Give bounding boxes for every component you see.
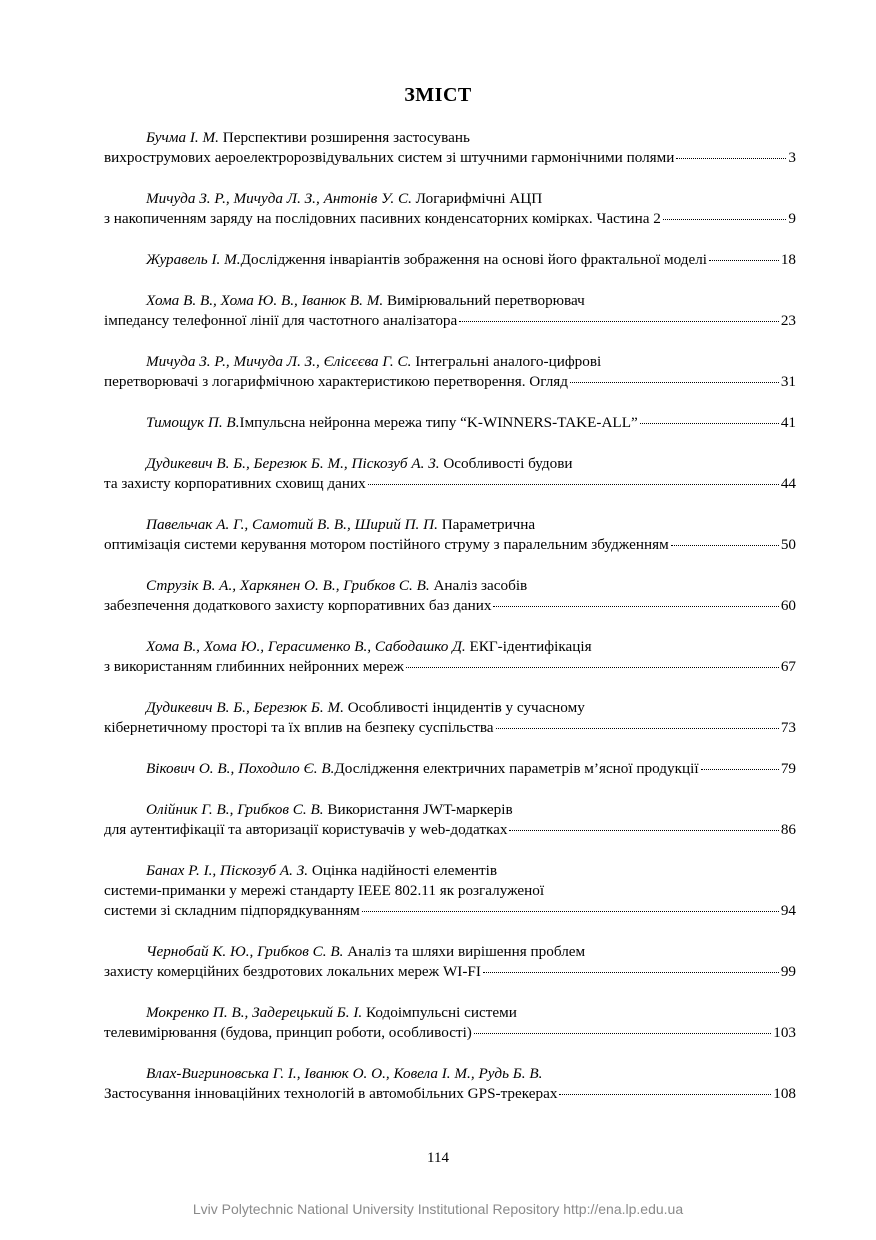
leader-dots [559, 1094, 771, 1095]
toc-authors: Хома В. В., Хома Ю. В., Іванюк В. М. [146, 292, 384, 309]
toc-line [104, 372, 796, 392]
toc-line [104, 759, 796, 779]
toc-page-number: 86 [780, 821, 796, 838]
toc-page-number: 73 [780, 719, 796, 736]
leader-dots [570, 382, 779, 383]
toc-line [104, 311, 796, 331]
toc-line [104, 718, 796, 738]
toc-authors: Мичуда З. Р., Мичуда Л. З., Антонів У. С. [146, 190, 412, 207]
toc-line [104, 657, 796, 677]
toc-authors: Мокренко П. В., Задерецький Б. І. [146, 1004, 363, 1021]
toc-line [104, 535, 796, 555]
toc-title: Інтегральні аналого-цифрові [415, 353, 602, 370]
toc-line [104, 1023, 796, 1043]
leader-dots [459, 321, 779, 322]
page-number: 114 [427, 1150, 449, 1166]
toc-authors: Олійник Г. В., Грибков С. В. [146, 801, 324, 818]
toc-page-number: 23 [780, 312, 796, 329]
toc-line [104, 820, 796, 840]
toc-page-number: 94 [780, 902, 796, 919]
toc-entry [104, 637, 796, 677]
toc-title: Використання JWT-маркерів [327, 801, 513, 818]
toc-title: захисту комерційних бездротових локальних мереж WI-FI [104, 963, 481, 980]
toc-entry [104, 800, 796, 840]
leader-dots [701, 769, 779, 770]
toc-page-number: 9 [788, 210, 796, 227]
toc-title: забезпечення додаткового захисту корпоративних баз даних [104, 597, 492, 614]
toc-title: та захисту корпоративних сховищ даних [104, 475, 366, 492]
toc-title: ЕКГ-ідентифікація [469, 638, 592, 655]
toc-title: Застосування інноваційних технологій в автомобільних GPS-трекерах [104, 1085, 558, 1102]
toc-line [104, 250, 796, 270]
toc-title: системи-приманки у мережі стандарту IEEE 802.11 як розгалуженої [104, 882, 545, 899]
toc-line [104, 474, 796, 494]
page-title: ЗМІСТ [404, 84, 472, 106]
toc-title: Імпульсна нейронна мережа типу “K-WINNERS-TAKE-ALL” [239, 414, 638, 431]
toc-line [104, 942, 796, 962]
toc-entry [104, 759, 796, 779]
toc-title: Аналіз засобів [433, 577, 528, 594]
toc-entry [104, 861, 796, 921]
leader-dots [640, 423, 779, 424]
toc-line [104, 189, 796, 209]
toc-title: вихрострумових аероелектророзвідувальних систем зі штучними гармонічними полями [104, 149, 675, 166]
toc-title: кібернетичному просторі та їх вплив на безпеку суспільства [104, 719, 494, 736]
toc-authors: Дудикевич В. Б., Березюк Б. М. [146, 699, 344, 716]
toc-authors: Журавель І. М. [146, 251, 241, 268]
toc-entry [104, 942, 796, 982]
leader-dots [362, 911, 779, 912]
toc-title: перетворювачі з логарифмічною характеристикою перетворення. Огляд [104, 373, 569, 390]
toc-entry [104, 413, 796, 433]
toc-page-number: 67 [780, 658, 796, 675]
toc-title: Аналіз та шляхи вирішення проблем [347, 943, 586, 960]
toc-line [104, 637, 796, 657]
toc-authors: Бучма І. М. [146, 129, 219, 146]
toc-page-number: 41 [780, 414, 796, 431]
toc-line [104, 901, 796, 921]
toc-title: Кодоімпульсні системи [366, 1004, 517, 1021]
toc-entry [104, 454, 796, 494]
toc-line [104, 209, 796, 229]
toc-line [104, 1003, 796, 1023]
toc-title: Перспективи розширення застосувань [222, 129, 470, 146]
toc-line [104, 413, 796, 433]
toc-line [104, 698, 796, 718]
toc-line [104, 861, 796, 881]
toc-title: телевимірювання (будова, принцип роботи, особливості) [104, 1024, 472, 1041]
leader-dots [368, 484, 779, 485]
toc-authors: Мичуда З. Р., Мичуда Л. З., Єлісєєва Г. С. [146, 353, 412, 370]
toc-line [104, 454, 796, 474]
toc-authors: Тимощук П. В. [146, 414, 240, 431]
toc-page-number: 99 [780, 963, 796, 980]
toc-entry [104, 698, 796, 738]
toc-title: Особливості інцидентів у сучасному [347, 699, 585, 716]
toc-page-number: 31 [780, 373, 796, 390]
toc-title: для аутентифікації та авторизації користувачів у web-додатках [104, 821, 508, 838]
toc-authors: Вікович О. В., Походило Є. В. [146, 760, 335, 777]
toc-entry [104, 1064, 796, 1104]
toc-title: Параметрична [441, 516, 536, 533]
leader-dots [483, 972, 779, 973]
toc-entry [104, 250, 796, 270]
toc-title: Дослідження інваріантів зображення на основі його фрактальної моделі [240, 251, 708, 268]
toc-line [104, 352, 796, 372]
toc-page-number: 60 [780, 597, 796, 614]
toc-line [104, 1064, 796, 1084]
toc-line [104, 291, 796, 311]
leader-dots [676, 158, 786, 159]
toc-line [104, 515, 796, 535]
toc-entry [104, 352, 796, 392]
toc-title: Особливості будови [443, 455, 573, 472]
leader-dots [709, 260, 779, 261]
toc-title: Вимірювальний перетворювач [387, 292, 585, 309]
toc-authors: Дудикевич В. Б., Березюк Б. М., Піскозуб А. З. [146, 455, 440, 472]
toc-page-number: 108 [773, 1085, 796, 1102]
toc-title: з використанням глибинних нейронних мереж [104, 658, 404, 675]
toc-line [104, 881, 796, 901]
repository-footer: Lviv Polytechnic National University Institutional Repository http://ena.lp.edu.ua [192, 1201, 684, 1217]
toc-page-number: 18 [780, 251, 796, 268]
toc-entry [104, 576, 796, 616]
toc-line [104, 576, 796, 596]
toc-page-number: 3 [788, 149, 796, 166]
toc-authors: Влах-Вигриновська Г. І., Іванюк О. О., Ковела І. М., Рудь Б. В. [146, 1065, 543, 1082]
toc-page-number: 103 [773, 1024, 796, 1041]
toc-title: Оцінка надійності елементів [311, 862, 497, 879]
leader-dots [509, 830, 778, 831]
toc-authors: Струзік В. А., Харкянен О. В., Грибков С. В. [146, 577, 430, 594]
leader-dots [474, 1033, 771, 1034]
toc-title: оптимізація системи керування мотором постійного струму з паралельним збудженням [104, 536, 669, 553]
toc-line [104, 1084, 796, 1104]
toc-page-number: 44 [780, 475, 796, 492]
toc-authors: Банах Р. І., Піскозуб А. З. [146, 862, 309, 879]
toc-entry [104, 515, 796, 555]
toc-title: Логарифмічні АЦП [415, 190, 543, 207]
toc-page-number: 50 [780, 536, 796, 553]
toc-entry [104, 1003, 796, 1043]
leader-dots [406, 667, 779, 668]
toc-authors: Чернобай К. Ю., Грибков С. В. [146, 943, 344, 960]
toc-line [104, 962, 796, 982]
leader-dots [496, 728, 779, 729]
toc-page-number: 79 [780, 760, 796, 777]
toc-entry [104, 291, 796, 331]
leader-dots [493, 606, 778, 607]
toc-line [104, 148, 796, 168]
toc-title: з накопиченням заряду на послідовних пасивних конденсаторних комірках. Частина 2 [104, 210, 661, 227]
toc-authors: Хома В., Хома Ю., Герасименко В., Сабодашко Д. [146, 638, 466, 655]
toc-line [104, 596, 796, 616]
toc-line [104, 128, 796, 148]
toc-authors: Павельчак А. Г., Самотий В. В., Ширий П. П. [146, 516, 438, 533]
leader-dots [671, 545, 779, 546]
toc-title: імпедансу телефонної лінії для частотного аналізатора [104, 312, 458, 329]
table-of-contents [104, 128, 796, 1125]
toc-line [104, 800, 796, 820]
toc-entry [104, 128, 796, 168]
leader-dots [663, 219, 787, 220]
toc-title: системи зі складним підпорядкуванням [104, 902, 360, 919]
toc-title: Дослідження електричних параметрів м’ясної продукції [334, 760, 699, 777]
toc-entry [104, 189, 796, 229]
